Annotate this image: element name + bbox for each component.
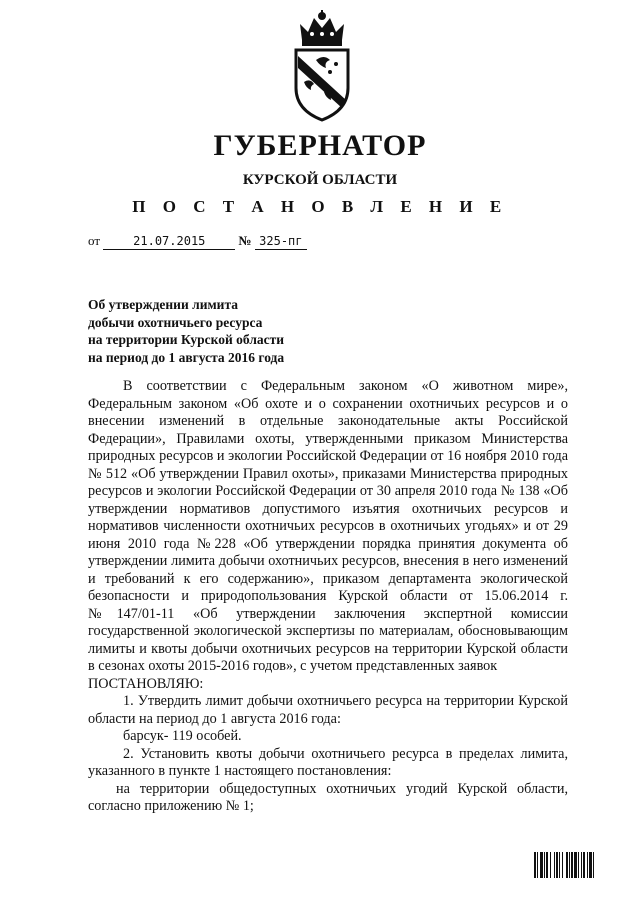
heading-line: на территории Курской области [88, 332, 285, 347]
item-1-value: барсук- 119 особей. [123, 728, 242, 744]
from-label: от [88, 233, 101, 248]
document-number: 325-пг [255, 233, 307, 250]
preamble-paragraph: В соответствии с Федеральным законом «О животном мире», Федеральным законом «Об охоте и о сохранении охотничьих ресурсов и о внесении изменений в отдельные законодательные акты Российской Федерации», Правилами охоты, утвержденными приказом Министерства природных ресурсов и экологии Российской Федерации от 16 ноября 2010 года № 512 «Об утверждении Правил охоты», приказами Министерства природных ресурсов и экологии Российской Федерации от 30 апреля 2010 года № 138 «Об утверждении нормативов допустимого изъятия охотничьих ресурсов и нормативов численности охотничьих ресурсов в охотничьих угодьях» и от 29 июня 2010 года №228 «Об утверждении порядка принятия документа об утверждении лимита добычи охотничьих ресурсов, внесения в него изменений и требований к его содержанию», приказом департамента экологической безопасности и природопользования Курской области от 15.06.2014 г. №147/01-11 «Об утверждении заключения экспертной комиссии государственной экологической экспертизы по материалам, обосновывающим лимиты и квоты добычи охотничьих ресурсов на территории Курской области в сезонах охоты 2015-2016 годов», с учетом представленных заявок [88, 378, 568, 674]
coat-of-arms-emblem [286, 10, 358, 122]
heading-line: Об утверждении лимита [88, 297, 238, 312]
item-2-subparagraph: на территории общедоступных охотничьих угодий Курской области, согласно приложению № 1; [88, 780, 568, 814]
number-label: № [238, 233, 252, 248]
barcode-image [534, 852, 624, 878]
heading-line: на период до 1 августа 2016 года [88, 349, 285, 365]
document-body [88, 378, 568, 816]
document-type: П О С Т А Н О В Л Е Н И Е [132, 197, 508, 216]
decree-word: ПОСТАНОВЛЯЮ: [88, 675, 204, 692]
document-heading [88, 296, 284, 366]
document-date: 21.07.2015 [103, 233, 235, 250]
document-subtitle: КУРСКОЙ ОБЛАСТИ [242, 172, 398, 188]
date-number-line [88, 233, 307, 250]
item-1-paragraph: 1. Утвердить лимит добычи охотничьего ресурса на территории Курской области на период до 1 августа 2016 года: [88, 693, 568, 727]
item-2-paragraph: 2. Установить квоты добычи охотничьего ресурса в пределах лимита, указанного в пункте 1 настоящего постановления: [88, 745, 568, 779]
heading-line: добычи охотничьего ресурса [88, 314, 263, 330]
document-title: ГУБЕРНАТОР [213, 129, 427, 162]
